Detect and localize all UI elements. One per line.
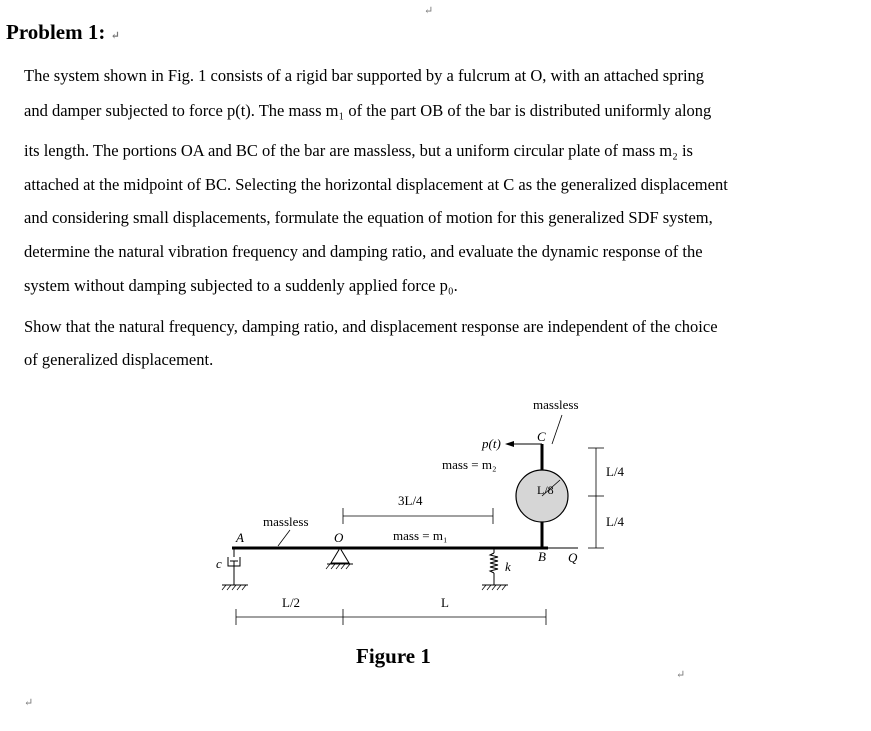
label-mass-m2: mass = m₂: [442, 457, 497, 472]
dimension-bottom: [236, 609, 546, 625]
label-l4-lower: L/4: [606, 514, 625, 529]
paragraph-mark-icon: ↵: [676, 669, 686, 681]
label-c-point: C: [537, 429, 546, 444]
followup-line: Show that the natural frequency, damping ratio, and displacement response are independent of the choice: [24, 317, 718, 336]
paragraph-mark-icon: ↵: [424, 5, 434, 17]
spring: [490, 548, 498, 585]
label-q: Q: [568, 550, 578, 565]
massless-leader: [552, 415, 562, 444]
dimension-right: [588, 448, 604, 548]
label-k: k: [505, 559, 511, 574]
label-o: O: [334, 530, 344, 545]
dimension-3l4: [343, 508, 493, 524]
label-c-damper: c: [216, 556, 222, 571]
paragraph-mark-icon: ↵: [24, 697, 34, 709]
label-b: B: [538, 549, 546, 564]
massless-leader-left: [278, 530, 290, 546]
label-l2: L/2: [282, 595, 301, 610]
problem-title: [6, 20, 120, 45]
statement-line: The system shown in Fig. 1 consists of a rigid bar supported by a fulcrum at O, with an attached spring: [24, 66, 705, 85]
label-l4-upper: L/4: [606, 464, 625, 479]
damper-hatch: [222, 585, 246, 590]
force-arrowhead: [505, 441, 514, 447]
label-massless-left: massless: [263, 514, 309, 529]
label-l: L: [441, 595, 449, 610]
statement-line: attached at the midpoint of BC. Selecting the horizontal displacement at C as the generalized displacement: [24, 175, 728, 194]
statement-line: system without damping subjected to a suddenly applied force p₀.: [24, 276, 458, 295]
label-mass-m1: mass = m₁: [393, 528, 448, 543]
followup-line: of generalized displacement.: [24, 350, 214, 369]
statement-line: its length. The portions OA and BC of the bar are massless, but a uniform circular plate of mass m₂ is: [24, 141, 693, 160]
label-massless-top: massless: [533, 397, 579, 412]
statement-line: determine the natural vibration frequency and damping ratio, and evaluate the dynamic response of the: [24, 242, 703, 261]
label-3l4: 3L/4: [398, 493, 423, 508]
fulcrum-triangle: [331, 548, 349, 563]
problem-title-text: Problem 1:: [6, 20, 106, 44]
figure-1-diagram: [0, 380, 871, 650]
label-a: A: [236, 530, 244, 545]
label-force: p(t): [482, 436, 501, 451]
damper: [228, 548, 240, 585]
fulcrum-hatch: [326, 564, 350, 569]
spring-hatch: [482, 585, 506, 590]
label-l8: L/8: [537, 483, 554, 497]
statement-line: and considering small displacements, formulate the equation of motion for this generalized SDF system,: [24, 208, 713, 227]
paragraph-mark-icon: ↵: [110, 30, 120, 42]
statement-line: and damper subjected to force p(t). The mass m₁ of the part OB of the bar is distributed uniformly along: [24, 101, 712, 120]
figure-caption: Figure 1: [356, 644, 431, 668]
